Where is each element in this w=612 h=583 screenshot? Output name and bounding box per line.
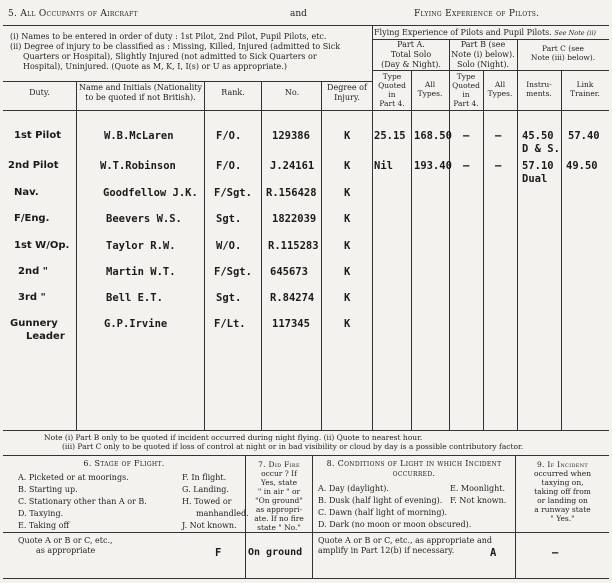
occupant-injury: K bbox=[344, 266, 351, 278]
part-b-all-hours: – bbox=[495, 160, 502, 172]
instrument-hours: 57.10 bbox=[522, 160, 554, 172]
col-a-type-line1: Type bbox=[382, 72, 402, 81]
occupant-number: J.24161 bbox=[270, 160, 315, 172]
light-item: D. Dark (no moon or moon obscured). bbox=[318, 520, 472, 529]
col-rule bbox=[411, 70, 412, 430]
stage-quote-line1: Quote A or B or C, etc., bbox=[18, 536, 113, 545]
light-quote-line2: amplify in Part 12(b) if necessary. bbox=[318, 546, 455, 555]
occupant-injury: K bbox=[344, 292, 351, 304]
experience-header-title: Flying Experience of Pilots and Pupil Pilots. bbox=[374, 28, 552, 37]
stage-item: A. Picketed or at moorings. bbox=[18, 473, 129, 482]
fire-question bbox=[246, 460, 312, 532]
occupant-duty: 1st W/Op. bbox=[14, 240, 70, 251]
note-ii-line3: Hospital), Uninjured. (Quote as M, K, I, I(s) or U as appropriate.) bbox=[23, 62, 287, 71]
occupant-number: 645673 bbox=[270, 266, 308, 278]
occupant-name: Beevers W.S. bbox=[106, 213, 182, 225]
rule bbox=[3, 532, 609, 533]
stage-item: G. Landing. bbox=[182, 485, 229, 494]
fire-title: 7. Did Fire bbox=[258, 460, 300, 469]
col-rule bbox=[321, 81, 322, 430]
col-instruments bbox=[517, 80, 561, 98]
occupant-rank: F/O. bbox=[216, 160, 242, 172]
col-rule bbox=[76, 81, 77, 430]
col-name-line1: Name and Initials (Nationality bbox=[78, 83, 203, 92]
rule bbox=[3, 455, 609, 456]
occupant-rank: F/Lt. bbox=[214, 318, 246, 330]
col-link-line1: Link bbox=[576, 80, 594, 89]
col-name-line2: to be quoted if not British). bbox=[85, 93, 196, 102]
note-ii-line1: (ii) Degree of injury to be classified as : Missing, Killed, Injured (admitted to Sick bbox=[10, 42, 341, 51]
runway-title: 9. If Incident bbox=[536, 460, 589, 469]
light-item: E. Moonlight. bbox=[450, 484, 506, 493]
col-instruments-line1: Instru- bbox=[526, 80, 552, 89]
note-i: (i) Names to be entered in order of duty : 1st Pilot, 2nd Pilot, Pupil Pilots, etc. bbox=[10, 32, 327, 41]
stage-item: E. Taking off bbox=[18, 521, 70, 530]
notes-top bbox=[10, 32, 370, 72]
col-a-type-line2: Quoted bbox=[378, 81, 406, 90]
stage-item: C. Stationary other than A or B. bbox=[18, 497, 147, 506]
col-instruments-line2: ments. bbox=[526, 89, 552, 98]
col-a-all-line2: Types. bbox=[417, 89, 443, 98]
occupant-duty: Gunnery bbox=[10, 318, 58, 329]
col-link bbox=[561, 80, 609, 98]
rule bbox=[3, 81, 372, 82]
part-a-type-hours: Nil bbox=[374, 160, 393, 172]
col-injury bbox=[322, 83, 372, 103]
runway-line: a runway state bbox=[534, 505, 591, 514]
bottom-note bbox=[44, 433, 609, 451]
occupant-injury: K bbox=[344, 213, 351, 225]
header-bottom-rule bbox=[3, 110, 609, 111]
bottom-note-line2: (iii) Part C only to be quoted if loss of control at night or in bad visibility or cloud by day is a possible contributory factor. bbox=[62, 442, 524, 451]
runway-line: taking off from bbox=[534, 487, 591, 496]
see-note: See Note (ii) bbox=[554, 29, 596, 37]
part-a-label: Part A. bbox=[397, 40, 425, 49]
light-item: C. Dawn (half light of morning). bbox=[318, 508, 448, 517]
stage-quote-line2: as appropriate bbox=[36, 546, 96, 555]
occupant-duty: 1st Pilot bbox=[14, 130, 62, 141]
occupant-duty: Nav. bbox=[14, 187, 39, 198]
runway-question bbox=[516, 460, 609, 523]
occupant-number: R.156428 bbox=[266, 187, 317, 199]
col-injury-line1: Degree of bbox=[327, 83, 367, 92]
occupant-duty: 2nd Pilot bbox=[8, 160, 59, 171]
col-a-all bbox=[411, 80, 449, 98]
table-top-rule bbox=[3, 25, 609, 26]
fire-value: On ground bbox=[248, 547, 303, 558]
runway-line: " Yes." bbox=[550, 514, 575, 523]
occupant-number: 117345 bbox=[272, 318, 310, 330]
col-b-type-line4: Part 4. bbox=[453, 99, 479, 108]
light-title bbox=[313, 459, 515, 479]
occupant-rank: F/O. bbox=[216, 130, 242, 142]
occupant-duty-line2: Leader bbox=[26, 331, 65, 342]
occupant-number: 129386 bbox=[272, 130, 310, 142]
stage-item: B. Starting up. bbox=[18, 485, 78, 494]
occupant-name: Goodfellow J.K. bbox=[103, 187, 198, 199]
occupant-rank: F/Sgt. bbox=[214, 187, 252, 199]
part-a-all-hours: 193.40 bbox=[414, 160, 452, 172]
rule bbox=[372, 70, 609, 71]
col-rule bbox=[483, 70, 484, 430]
occupant-injury: K bbox=[344, 160, 351, 172]
col-no: No. bbox=[284, 88, 300, 97]
part-c-line1: Part C (see bbox=[542, 44, 584, 53]
part-c-line2: Note (iii) below). bbox=[530, 53, 596, 62]
col-a-type-line3: in bbox=[388, 90, 396, 99]
rule bbox=[3, 430, 609, 431]
occupant-name: G.P.Irvine bbox=[104, 318, 168, 330]
stage-item: H. Towed or bbox=[182, 497, 232, 506]
col-name bbox=[77, 83, 204, 103]
stage-title: 6. Stage of Flight. bbox=[83, 459, 165, 468]
light-quote bbox=[318, 536, 492, 556]
stage-item: F. In flight. bbox=[182, 473, 227, 482]
rule bbox=[3, 578, 609, 579]
instrument-note: Dual bbox=[522, 173, 548, 185]
light-title-line2: occurred. bbox=[392, 469, 436, 478]
stage-quote bbox=[18, 536, 113, 556]
light-list-right bbox=[450, 484, 506, 506]
col-b-all-line1: All bbox=[494, 80, 506, 89]
col-b-all bbox=[483, 80, 517, 98]
part-b-type-hours: – bbox=[463, 130, 470, 142]
part-b-sub1: Note (i) below). bbox=[451, 50, 515, 59]
col-rank: Rank. bbox=[221, 88, 245, 97]
part-a-all-hours: 168.50 bbox=[414, 130, 452, 142]
occupant-injury: K bbox=[344, 130, 351, 142]
col-link-line2: Trainer. bbox=[570, 89, 600, 98]
instrument-hours: 45.50 bbox=[522, 130, 554, 142]
part-a-header bbox=[373, 40, 449, 70]
part-a-type-hours: 25.15 bbox=[374, 130, 406, 142]
occupant-duty: 3rd " bbox=[18, 292, 46, 303]
fire-line: occur ? If bbox=[261, 469, 297, 478]
stage-value: F bbox=[215, 547, 222, 559]
col-rule bbox=[517, 39, 518, 430]
col-rule bbox=[561, 70, 562, 430]
fire-line: as appropri- bbox=[255, 505, 303, 514]
col-a-type bbox=[373, 72, 411, 108]
stage-item: D. Taxying. bbox=[18, 509, 64, 518]
light-title-line1: 8. Conditions of Light in which Incident bbox=[326, 459, 502, 468]
fire-line: ate. If no fire bbox=[254, 514, 304, 523]
occupant-rank: W/O. bbox=[216, 240, 242, 252]
experience-title: Flying Experience of Pilots. bbox=[414, 9, 540, 19]
instrument-note: D & S. bbox=[522, 143, 560, 155]
runway-line: or landing on bbox=[537, 496, 588, 505]
link-trainer-hours: 49.50 bbox=[566, 160, 598, 172]
col-a-all-line1: All bbox=[424, 80, 436, 89]
experience-header bbox=[374, 28, 608, 38]
stage-list-left bbox=[18, 473, 147, 531]
light-item: A. Day (daylight). bbox=[318, 484, 389, 493]
runway-line: occurred when bbox=[533, 469, 592, 478]
col-rule bbox=[449, 39, 450, 430]
occupant-injury: K bbox=[344, 318, 351, 330]
runway-value: – bbox=[552, 547, 559, 559]
runway-line: taxying on, bbox=[541, 478, 584, 487]
occupant-rank: Sgt. bbox=[216, 292, 242, 304]
col-a-type-line4: Part 4. bbox=[379, 99, 405, 108]
col-b-type-line1: Type bbox=[456, 72, 476, 81]
light-list-left bbox=[318, 484, 471, 530]
fire-line: state " No." bbox=[257, 523, 301, 532]
occupant-number: R.115283 bbox=[268, 240, 319, 252]
col-b-type-line2: Quoted bbox=[452, 81, 480, 90]
occupant-number: R.84274 bbox=[270, 292, 315, 304]
light-item: B. Dusk (half light of evening). bbox=[318, 496, 443, 505]
col-b-type bbox=[449, 72, 483, 108]
col-rule bbox=[261, 81, 262, 430]
col-duty: Duty. bbox=[29, 88, 50, 97]
occupant-number: 1822039 bbox=[272, 213, 317, 225]
part-b-sub2: Solo (Night). bbox=[456, 60, 510, 69]
part-a-sub1: Total Solo bbox=[390, 50, 432, 59]
occupant-name: Bell E.T. bbox=[106, 292, 163, 304]
part-b-type-hours: – bbox=[463, 160, 470, 172]
occupant-name: Martin W.T. bbox=[106, 266, 176, 278]
occupant-name: W.T.Robinson bbox=[100, 160, 176, 172]
light-item: F. Not known. bbox=[450, 496, 507, 505]
col-b-type-line3: in bbox=[462, 90, 470, 99]
occupant-name: Taylor R.W. bbox=[106, 240, 176, 252]
part-b-header bbox=[449, 40, 517, 70]
occupant-name: W.B.McLaren bbox=[104, 130, 174, 142]
link-trainer-hours: 57.40 bbox=[568, 130, 600, 142]
section-title: 5. All Occupants of Aircraft bbox=[8, 9, 138, 19]
part-a-sub2: (Day & Night). bbox=[381, 60, 441, 69]
stage-item: J. Not known. bbox=[182, 521, 237, 530]
occupant-injury: K bbox=[344, 187, 351, 199]
light-value: A bbox=[490, 547, 497, 559]
light-quote-line1: Quote A or B or C, etc., as appropriate and bbox=[318, 536, 492, 545]
note-ii-line2: Quarters or Hospital), Slightly Injured (not admitted to Sick Quarters or bbox=[23, 52, 317, 61]
stage-item: manhandled. bbox=[196, 509, 249, 518]
part-b-all-hours: – bbox=[495, 130, 502, 142]
col-injury-line2: Injury. bbox=[334, 93, 360, 102]
stage-list-right bbox=[182, 473, 249, 531]
part-c-header bbox=[518, 44, 608, 62]
occupant-rank: Sgt. bbox=[216, 213, 242, 225]
fire-line: Yes, state bbox=[260, 478, 298, 487]
occupant-rank: F/Sgt. bbox=[214, 266, 252, 278]
part-b-label: Part B (see bbox=[460, 40, 506, 49]
fire-line: "On ground" bbox=[255, 496, 303, 505]
occupant-injury: K bbox=[344, 240, 351, 252]
fire-line: " in air " or bbox=[257, 487, 301, 496]
col-rule bbox=[204, 81, 205, 430]
and-word: and bbox=[290, 9, 307, 19]
col-b-all-line2: Types. bbox=[487, 89, 513, 98]
occupant-duty: 2nd " bbox=[18, 266, 48, 277]
bottom-note-line1: Note (i) Part B only to be quoted if incident occurred during night flying. (ii) Quote to nearest hour. bbox=[44, 433, 423, 442]
occupant-duty: F/Eng. bbox=[14, 213, 50, 224]
